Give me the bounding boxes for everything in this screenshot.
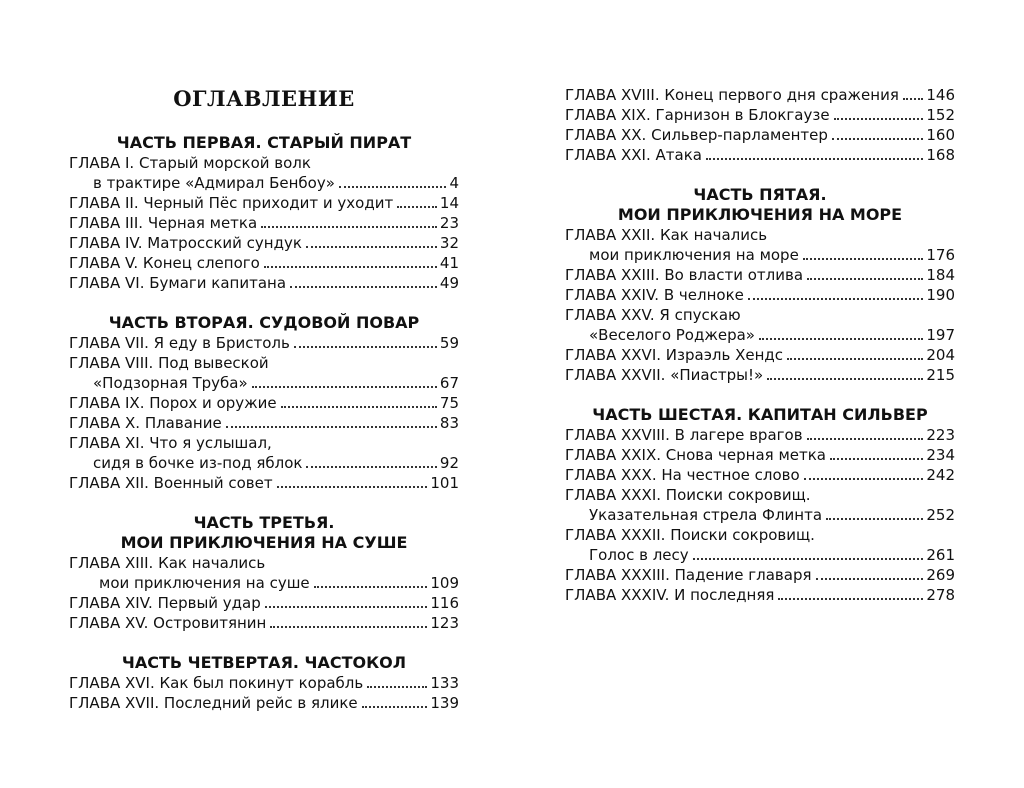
page-number: 190: [926, 286, 955, 304]
page-number: 197: [926, 326, 955, 344]
chapter-label: ГЛАВА X. Плавание: [69, 414, 222, 432]
page-number: 261: [926, 546, 955, 564]
page-number: 67: [439, 374, 459, 392]
page-number: 215: [926, 366, 955, 384]
page-number: 83: [439, 414, 459, 432]
chapter-label: ГЛАВА XXVII. «Пиастры!»: [565, 366, 764, 384]
chapter-label: ГЛАВА IX. Порох и оружие: [69, 394, 277, 412]
dot-leader: [830, 458, 923, 460]
page-number: 152: [926, 106, 955, 124]
chapter-label: ГЛАВА XXIII. Во власти отлива: [565, 266, 804, 284]
chapter-label: ГЛАВА VI. Бумаги капитана: [69, 274, 287, 292]
page-number: 101: [430, 474, 459, 492]
dot-leader: [787, 358, 923, 360]
toc-entry-ch18[interactable]: [565, 85, 955, 105]
toc-entry-ch22[interactable]: [565, 225, 955, 245]
part-heading-text-line1: ЧАСТЬ ПЯТАЯ.: [693, 185, 827, 204]
dot-leader: [281, 406, 437, 408]
toc-entry-ch13-cont[interactable]: [69, 573, 459, 593]
toc-entry-ch34[interactable]: [565, 585, 955, 605]
part-heading-3: [69, 513, 459, 553]
chapter-label: ГЛАВА XXXIII. Падение главаря: [565, 566, 812, 584]
chapter-label: ГЛАВА XVI. Как был покинут корабль: [69, 674, 364, 692]
page-number: 242: [926, 466, 955, 484]
chapter-label: Указательная стрела Флинта: [589, 506, 823, 524]
toc-entry-ch25-cont[interactable]: [565, 325, 955, 345]
chapter-label: мои приключения на суше: [99, 574, 310, 592]
page-number: 176: [926, 246, 955, 264]
toc-entry-ch8[interactable]: [69, 353, 459, 373]
dot-leader: [832, 138, 923, 140]
page-number: 184: [926, 266, 955, 284]
toc-entry-ch15[interactable]: [69, 613, 459, 633]
dot-leader: [826, 518, 923, 520]
part-heading-text: ЧАСТЬ ВТОРАЯ. СУДОВОЙ ПОВАР: [108, 313, 420, 332]
chapter-label: ГЛАВА XI. Что я услышал,: [69, 434, 272, 452]
toc-entry-ch22-cont[interactable]: [565, 245, 955, 265]
dot-leader: [803, 258, 924, 260]
part-heading-6: [565, 405, 955, 425]
dot-leader: [277, 486, 428, 488]
toc-entry-ch9[interactable]: [69, 393, 459, 413]
chapter-label: ГЛАВА XXX. На честное слово: [565, 466, 800, 484]
dot-leader: [807, 438, 924, 440]
chapter-label: ГЛАВА XIX. Гарнизон в Блокгаузе: [565, 106, 830, 124]
page-number: 204: [926, 346, 955, 364]
dot-leader: [807, 278, 923, 280]
dot-leader: [265, 606, 428, 608]
page-number: 168: [926, 146, 955, 164]
dot-leader: [294, 346, 437, 348]
part-heading-text-line1: ЧАСТЬ ТРЕТЬЯ.: [193, 513, 335, 532]
toc-entry-ch14[interactable]: [69, 593, 459, 613]
chapter-label: мои приключения на море: [589, 246, 799, 264]
toc-entry-ch31-cont[interactable]: [565, 505, 955, 525]
page-title: ОГЛАВЛЕНИЕ: [173, 86, 355, 111]
toc-entry-ch21[interactable]: [565, 145, 955, 165]
part-heading-4: [69, 653, 459, 673]
chapter-label: ГЛАВА XXIX. Снова черная метка: [565, 446, 826, 464]
part-heading-text-line2: МОИ ПРИКЛЮЧЕНИЯ НА МОРЕ: [617, 205, 903, 224]
toc-entry-ch12[interactable]: [69, 473, 459, 493]
dot-leader: [261, 226, 437, 228]
chapter-label: ГЛАВА VIII. Под вывеской: [69, 354, 269, 372]
chapter-label: ГЛАВА XVIII. Конец первого дня сражения: [565, 86, 899, 104]
chapter-label: ГЛАВА XXVI. Израэль Хендс: [565, 346, 784, 364]
dot-leader: [264, 266, 437, 268]
chapter-label: «Веселого Роджера»: [589, 326, 755, 344]
toc-entry-ch29[interactable]: [565, 445, 955, 465]
toc-entry-ch25[interactable]: [565, 305, 955, 325]
dot-leader: [903, 98, 924, 100]
part-heading-5: [565, 185, 955, 225]
chapter-label: ГЛАВА XXVIII. В лагере врагов: [565, 426, 803, 444]
toc-entry-ch17[interactable]: [69, 693, 459, 713]
toc-entry-ch11-cont[interactable]: [69, 453, 459, 473]
chapter-label: ГЛАВА XXV. Я спускаю: [565, 306, 741, 324]
page-number: 146: [926, 86, 955, 104]
page-number: 109: [430, 574, 459, 592]
chapter-label: ГЛАВА XVII. Последний рейс в ялике: [69, 694, 358, 712]
chapter-label: ГЛАВА XXIV. В челноке: [565, 286, 744, 304]
toc-entry-ch27[interactable]: [565, 365, 955, 385]
toc-entry-ch16[interactable]: [69, 673, 459, 693]
part-heading-text-line2: МОИ ПРИКЛЮЧЕНИЯ НА СУШЕ: [120, 533, 408, 552]
dot-leader: [706, 158, 923, 160]
chapter-label: в трактире «Адмирал Бенбоу»: [93, 174, 335, 192]
chapter-label: ГЛАВА XXI. Атака: [565, 146, 702, 164]
page-number: 75: [439, 394, 459, 412]
chapter-label: Голос в лесу: [589, 546, 689, 564]
page-number: 139: [430, 694, 459, 712]
page-number: 160: [926, 126, 955, 144]
toc-entry-ch5[interactable]: [69, 253, 459, 273]
page-number: 92: [439, 454, 459, 472]
toc-entry-ch33[interactable]: [565, 565, 955, 585]
page-number: 59: [439, 334, 459, 352]
toc-entry-ch32-cont[interactable]: [565, 545, 955, 565]
chapter-label: ГЛАВА XXXII. Поиски сокровищ.: [565, 526, 815, 544]
dot-leader: [314, 586, 428, 588]
part-heading-text: ЧАСТЬ ШЕСТАЯ. КАПИТАН СИЛЬВЕР: [592, 405, 928, 424]
page-number: 116: [430, 594, 459, 612]
dot-leader: [759, 338, 923, 340]
page-number: 133: [430, 674, 459, 692]
dot-leader: [748, 298, 924, 300]
toc-entry-ch11[interactable]: [69, 433, 459, 453]
chapter-label: ГЛАВА XXXI. Поиски сокровищ.: [565, 486, 811, 504]
toc-entry-ch1[interactable]: [69, 153, 459, 173]
chapter-label: ГЛАВА II. Черный Пёс приходит и уходит: [69, 194, 394, 212]
chapter-label: ГЛАВА XV. Островитянин: [69, 614, 267, 632]
toc-entry-ch10[interactable]: [69, 413, 459, 433]
dot-leader: [252, 386, 437, 388]
dot-leader: [290, 286, 437, 288]
page-number: 252: [926, 506, 955, 524]
page-number: 23: [439, 214, 459, 232]
toc-entry-ch24[interactable]: [565, 285, 955, 305]
dot-leader: [767, 378, 923, 380]
chapter-label: ГЛАВА XXXIV. И последняя: [565, 586, 775, 604]
dot-leader: [367, 686, 427, 688]
toc-entry-ch30[interactable]: [565, 465, 955, 485]
toc-entry-ch26[interactable]: [565, 345, 955, 365]
part-heading-2: [69, 313, 459, 333]
chapter-label: ГЛАВА XIV. Первый удар: [69, 594, 261, 612]
toc-entry-ch4[interactable]: [69, 233, 459, 253]
page-number: 223: [926, 426, 955, 444]
toc-entry-ch19[interactable]: [565, 105, 955, 125]
toc-entry-ch1-cont[interactable]: [69, 173, 459, 193]
page-number: 123: [430, 614, 459, 632]
toc-entry-ch6[interactable]: [69, 273, 459, 293]
dot-leader: [816, 578, 924, 580]
chapter-label: ГЛАВА XXII. Как начались: [565, 226, 768, 244]
chapter-label: ГЛАВА XII. Военный совет: [69, 474, 273, 492]
dot-leader: [226, 426, 437, 428]
chapter-label: ГЛАВА XIII. Как начались: [69, 554, 266, 572]
dot-leader: [834, 118, 924, 120]
page-number: 14: [439, 194, 459, 212]
page-number: 41: [439, 254, 459, 272]
page-number: 234: [926, 446, 955, 464]
toc-entry-ch28[interactable]: [565, 425, 955, 445]
page-number: 49: [439, 274, 459, 292]
toc-entry-ch23[interactable]: [565, 265, 955, 285]
toc-entry-ch3[interactable]: [69, 213, 459, 233]
page-number: 4: [449, 174, 459, 192]
chapter-label: ГЛАВА III. Черная метка: [69, 214, 258, 232]
part-heading-text: ЧАСТЬ ЧЕТВЕРТАЯ. ЧАСТОКОЛ: [121, 653, 407, 672]
chapter-label: «Подзорная Труба»: [93, 374, 248, 392]
dot-leader: [306, 246, 437, 248]
dot-leader: [778, 598, 923, 600]
part-heading-1: [69, 133, 459, 153]
dot-leader: [306, 466, 436, 468]
chapter-label: ГЛАВА V. Конец слепого: [69, 254, 260, 272]
chapter-label: ГЛАВА VII. Я еду в Бристоль: [69, 334, 290, 352]
page-number: 269: [926, 566, 955, 584]
chapter-label: ГЛАВА IV. Матросский сундук: [69, 234, 302, 252]
toc-entry-ch13[interactable]: [69, 553, 459, 573]
toc-entry-ch8-cont[interactable]: [69, 373, 459, 393]
part-heading-text: ЧАСТЬ ПЕРВАЯ. СТАРЫЙ ПИРАТ: [116, 133, 412, 152]
dot-leader: [693, 558, 924, 560]
toc-entry-ch20[interactable]: [565, 125, 955, 145]
chapter-label: ГЛАВА I. Старый морской волк: [69, 154, 311, 172]
dot-leader: [804, 478, 924, 480]
toc-entry-ch7[interactable]: [69, 333, 459, 353]
toc-entry-ch31[interactable]: [565, 485, 955, 505]
chapter-label: ГЛАВА XX. Сильвер-парламентер: [565, 126, 828, 144]
dot-leader: [339, 186, 447, 188]
page-number: 278: [926, 586, 955, 604]
dot-leader: [397, 206, 437, 208]
dot-leader: [270, 626, 427, 628]
dot-leader: [362, 706, 428, 708]
toc-entry-ch32[interactable]: [565, 525, 955, 545]
toc-entry-ch2[interactable]: [69, 193, 459, 213]
chapter-label: сидя в бочке из-под яблок: [93, 454, 303, 472]
page-number: 32: [439, 234, 459, 252]
